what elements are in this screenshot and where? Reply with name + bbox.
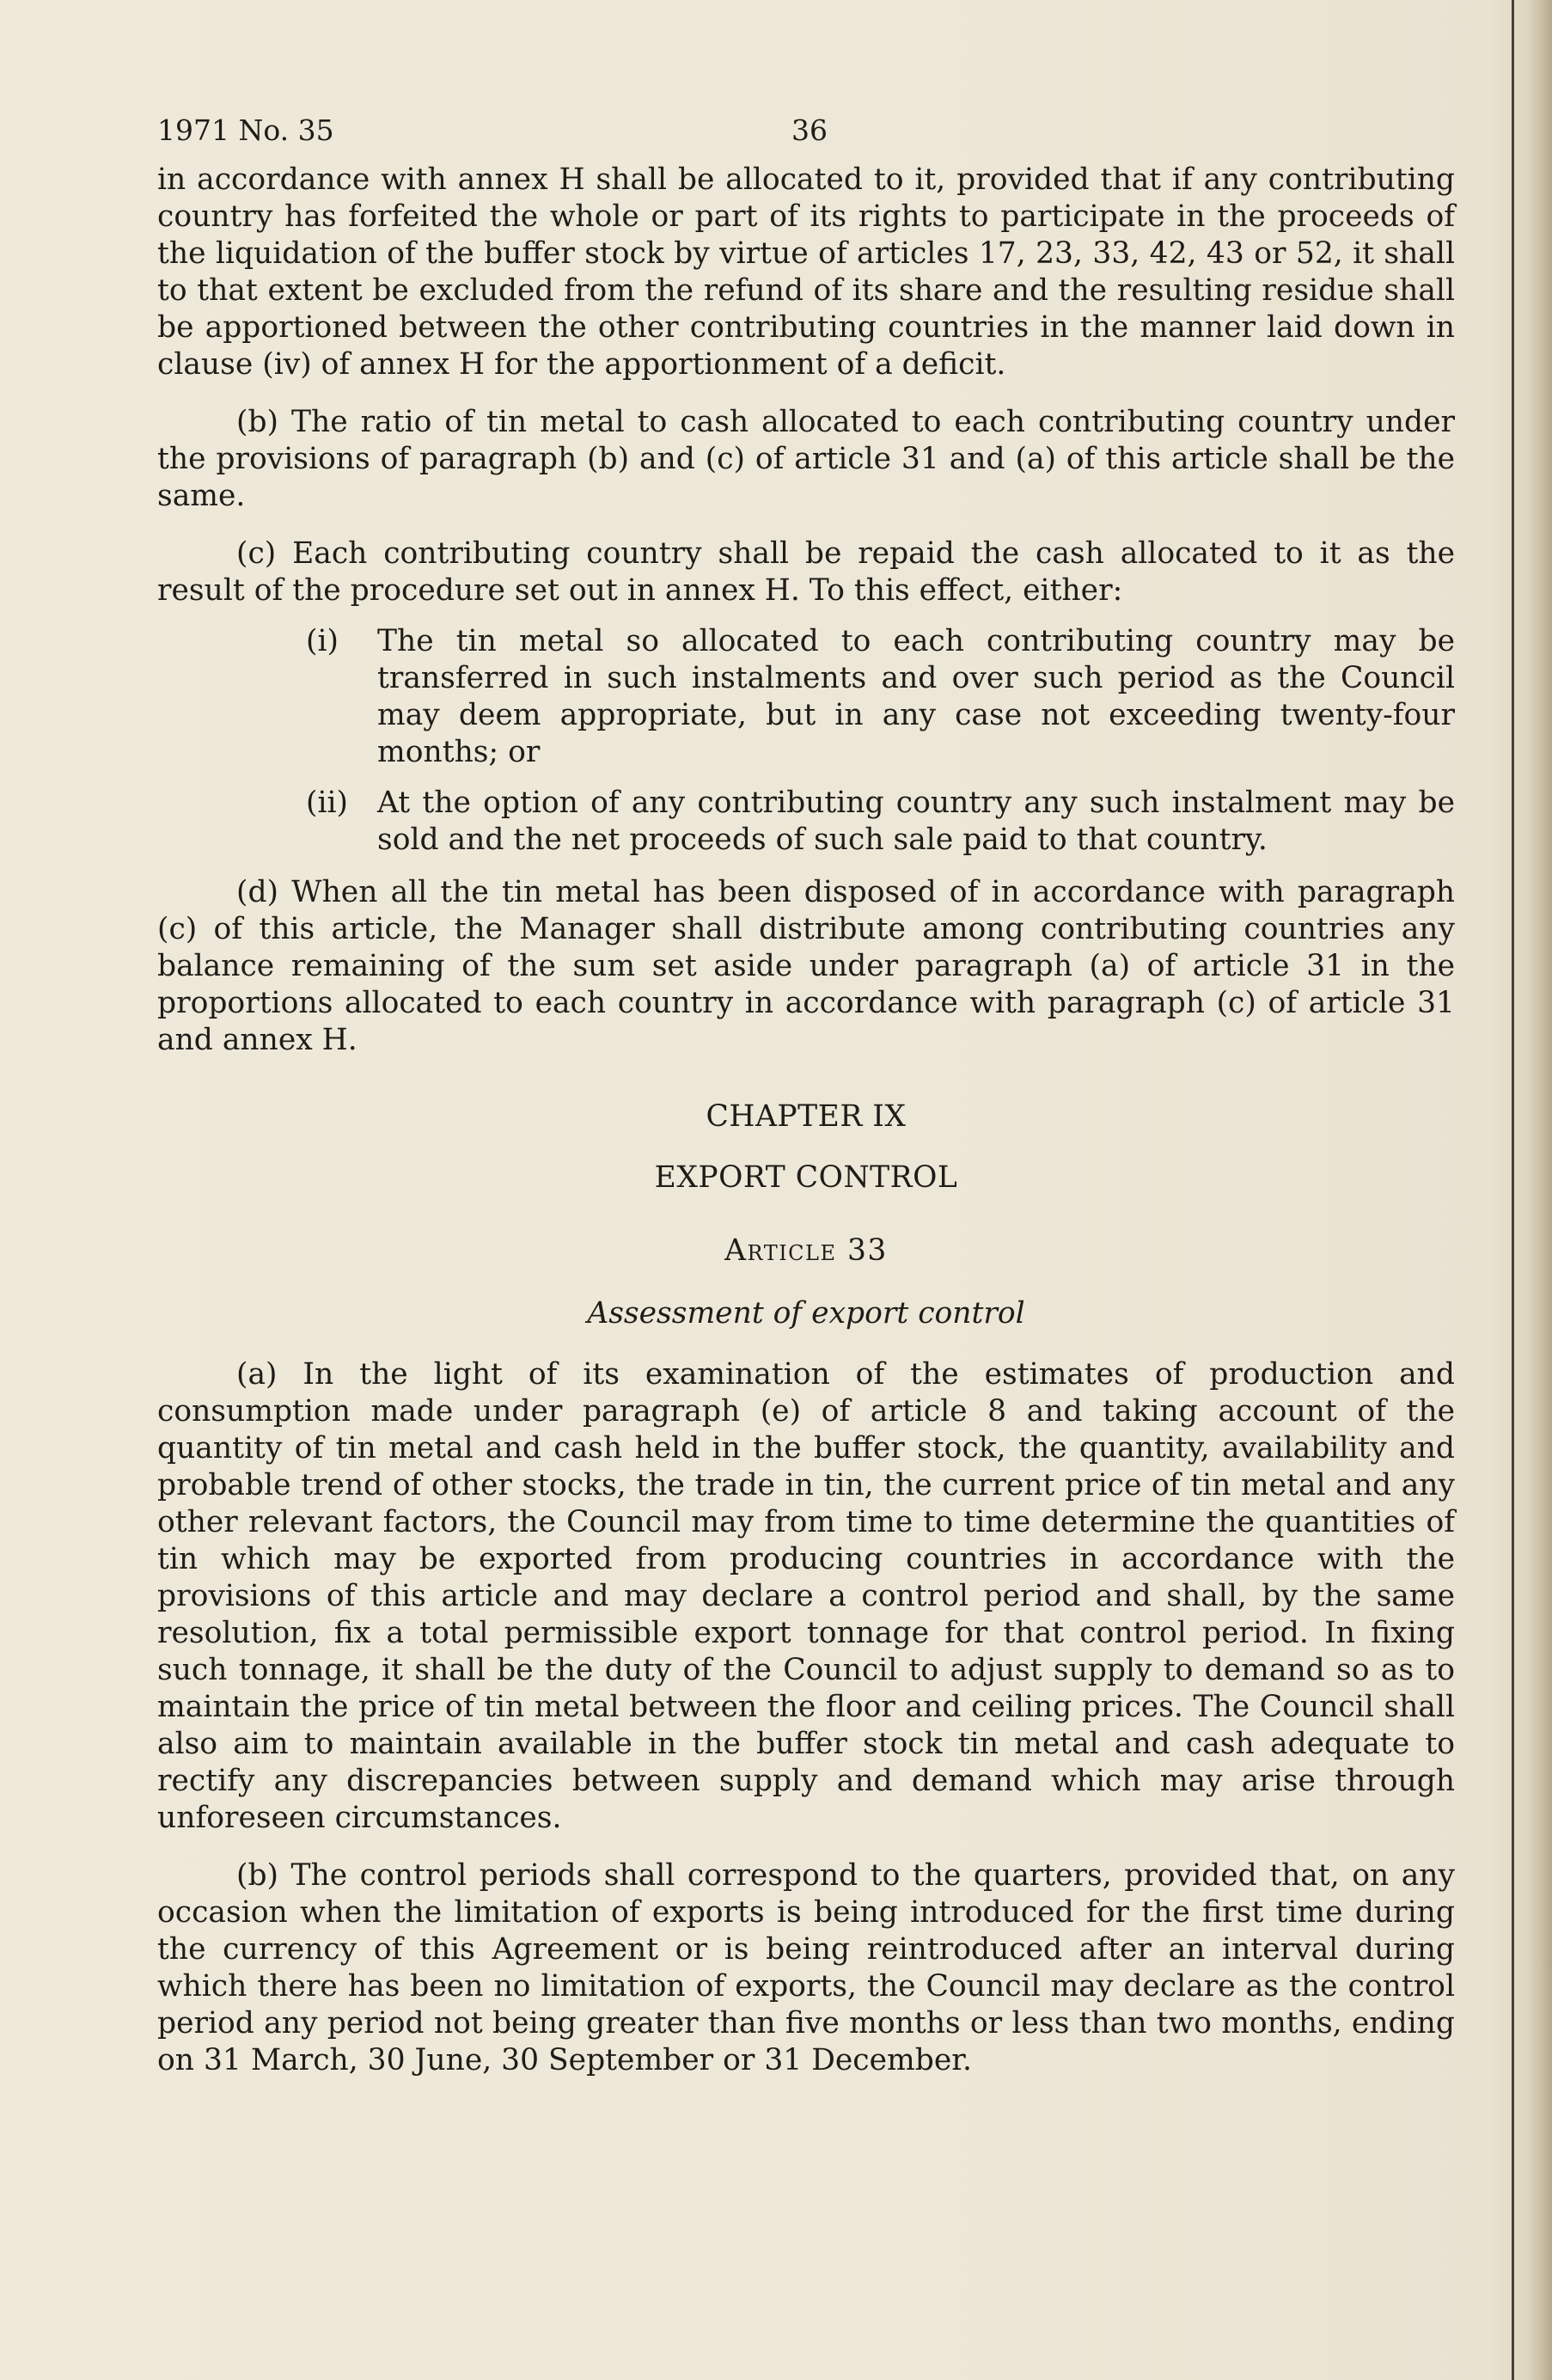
clause-list xyxy=(157,623,1455,859)
chapter-number: CHAPTER IX xyxy=(706,1099,907,1134)
item-label: (ii) xyxy=(306,786,348,820)
paragraph-b2: (b) The control periods shall correspond to the quarters, provided that, on any occasion when the limitation of exports is being introduced for the first time during the currency of this Agreement or is being reintroduced after an interval during which there has been no limitation of exports, the Council may declare as the control period any period not being greater than five months or less than two months, ending on 31 March, 30 June, 30 September or 31 December. xyxy=(157,1858,1455,2077)
paragraph-continuation: in accordance with annex H shall be allocated to it, provided that if any contributing country has forfeited the whole or part of its rights to participate in the proceeds of the liquidation of the buffer stock by virtue of articles 17, 23, 33, 42, 43 or 52, it shall to that extent be excluded from the refund of its share and the resulting residue shall be apportioned between the other contributing countries in the manner laid down in clause (iv) of annex H for the apportionment of a deficit. xyxy=(157,162,1455,382)
paragraph-a: (a) In the light of its examination of the estimates of production and consumption made under paragraph (e) of article 8 and taking account of the quantity of tin metal and cash held in the buffer stock, the quantity, availability and probable trend of other stocks, the trade in tin, the current price of tin metal and any other relevant factors, the Council may from time to time determine the quantities of tin which may be exported from producing countries in accordance with the provisions of this article and may declare a control period and shall, by the same resolution, fix a total permissible export tonnage for that control period. In fixing such tonnage, it shall be the duty of the Council to adjust supply to demand so as to maintain the price of tin metal between the floor and ceiling prices. The Council shall also aim to maintain available in the buffer stock tin metal and cash adequate to rectify any discrepancies between supply and demand which may arise through unforeseen circumstances. xyxy=(157,1357,1455,1835)
binding-line xyxy=(1512,0,1514,2380)
item-label: (i) xyxy=(306,624,339,658)
page-binding-edge xyxy=(1499,0,1552,2380)
list-item xyxy=(157,623,1455,771)
chapter-title: EXPORT CONTROL xyxy=(654,1160,958,1195)
article-heading: Assessment of export control xyxy=(587,1296,1025,1331)
paragraph-c: (c) Each contributing country shall be repaid the cash allocated to it as the result of the procedure set out in annex H. To this effect, either: xyxy=(157,536,1455,608)
item-text: The tin metal so allocated to each contributing country may be transferred in such instalments and over such period as the Council may deem appropriate, but in any case not exceeding twenty-four months; or xyxy=(377,624,1455,769)
statute-reference: 1971 No. 35 xyxy=(157,113,334,147)
paragraph-d: (d) When all the tin metal has been disposed of in accordance with paragraph (c) of this article, the Manager shall distribute among contributing countries any balance remaining of the sum set aside under paragraph (a) of article 31 in the proportions allocated to each country in accordance with paragraph (c) of article 31 and annex H. xyxy=(157,875,1455,1057)
paragraph-b: (b) The ratio of tin metal to cash allocated to each contributing country under the provisions of paragraph (b) and (c) of article 31 and (a) of this article shall be the same. xyxy=(157,405,1455,513)
page-number: 36 xyxy=(791,113,828,147)
item-text: At the option of any contributing country any such instalment may be sold and the net proceeds of such sale paid to that country. xyxy=(377,786,1455,857)
page-text xyxy=(157,101,1455,2100)
article-title: Article 33 xyxy=(724,1233,888,1268)
running-header xyxy=(157,101,1455,162)
list-item xyxy=(157,785,1455,859)
